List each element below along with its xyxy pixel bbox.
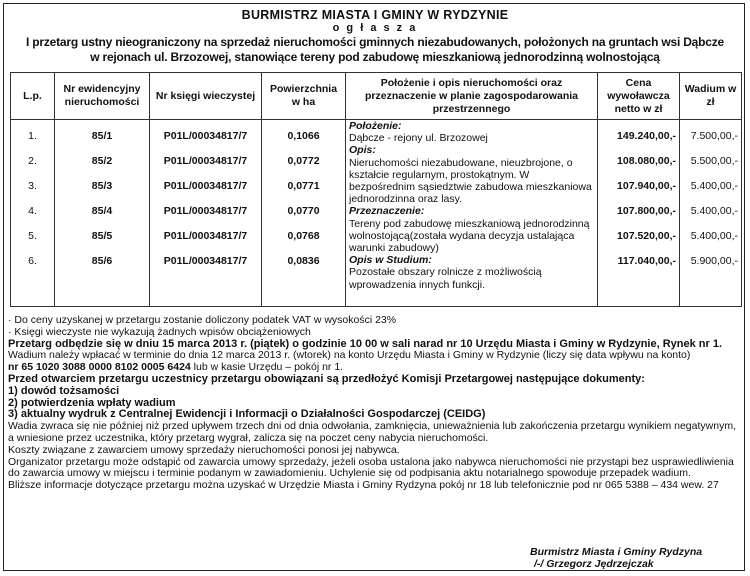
- property-table: [10, 72, 742, 307]
- header-powierzchnia: Powierzchnia w ha: [262, 73, 346, 120]
- ksiegi-note: · Księgi wieczyste nie wykazują żadnych wpisów obciążeniowych: [8, 325, 311, 338]
- document-item: 2) potwierdzenia wpłaty wadium: [8, 396, 176, 409]
- przeznaczenie-text: Tereny pod zabudowę mieszkaniową jednorodzinną wolnostojącą(została wydana decyzja ustalająca warunki zabudowy): [349, 217, 590, 255]
- cell-lp: 5.: [28, 230, 37, 242]
- cell-powierzchnia: 0,1066: [287, 130, 320, 142]
- cell-wadium: 5.400,00,-: [690, 205, 738, 217]
- opis-text: Nieruchomości niezabudowane, nieuzbrojone, o kształcie regularnym, prostokątnym. W bezpośrednim sąsiedztwie zabudowa mieszkaniowa jednorodzinna oraz lasy.: [349, 156, 592, 206]
- polozenie-label: Położenie:: [349, 120, 402, 132]
- opis-label: Opis:: [349, 144, 376, 157]
- cell-ksiega: P01L/00034817/7: [163, 230, 248, 242]
- cell-nr: 85/1: [91, 130, 113, 142]
- header-nr-ewidencyjny: Nr ewidencyjny nieruchomości: [55, 73, 150, 120]
- cell-lp: 6.: [28, 255, 37, 267]
- announces-label: o g ł a s z a: [332, 22, 418, 34]
- tender-subject-line2: w rejonach ul. Brzozowej, stanowiące tereny pod zabudowę mieszkaniową jednorodzinną wolnostojącą: [90, 50, 660, 64]
- cell-lp: 2.: [28, 155, 37, 167]
- cell-ksiega: P01L/00034817/7: [163, 155, 248, 167]
- cell-cena: 108.080,00,-: [617, 155, 676, 167]
- cell-powierzchnia: 0,0772: [287, 155, 320, 167]
- cell-powierzchnia: 0,0770: [287, 205, 320, 217]
- contact-info-note: Bliższe informacje dotyczące przetargu można uzyskać w Urzędzie Miasta i Gminy Rydzyna pokój nr 18 lub telefonicznie pod nr 065 5388 – 434 wew. 27: [8, 479, 719, 492]
- studium-text: Pozostałe obszary rolnicze z możliwością wprowadzenia innych funkcji.: [349, 266, 542, 291]
- cell-cena: 107.520,00,-: [617, 230, 676, 242]
- cell-cena: 107.800,00,-: [617, 205, 676, 217]
- cell-wadium: 5.400,00,-: [690, 180, 738, 192]
- cell-nr: 85/5: [91, 230, 113, 242]
- header-opis: Położenie i opis nieruchomości oraz przeznaczenie w planie zagospodarowania przestrzennego: [346, 73, 598, 120]
- announcement-notes: [8, 315, 743, 492]
- cell-lp: 3.: [28, 180, 37, 192]
- table-body: [11, 120, 742, 307]
- col-nr: [55, 120, 150, 307]
- cell-ksiega: P01L/00034817/7: [163, 255, 248, 267]
- header-lp: L.p.: [11, 73, 55, 120]
- cell-nr: 85/2: [91, 155, 113, 167]
- cell-ksiega: P01L/00034817/7: [163, 180, 248, 192]
- document-item: 1) dowód tożsamości: [8, 384, 120, 397]
- col-cena: [598, 120, 680, 307]
- cell-wadium: 5.500,00,-: [690, 155, 738, 167]
- cell-powierzchnia: 0,0836: [287, 255, 320, 267]
- table-header-row: [11, 73, 742, 120]
- cell-nr: 85/4: [91, 205, 113, 217]
- cell-lp: 4.: [28, 205, 37, 217]
- costs-note: Koszty związane z zawarciem umowy sprzedaży nieruchomości ponosi jej nabywca.: [8, 443, 400, 456]
- vat-note: · Do ceny uzyskanej w przetargu zostanie doliczony podatek VAT w wysokości 23%: [8, 314, 397, 326]
- header-cena: Cena wywoławcza netto w zł: [598, 73, 680, 120]
- cell-powierzchnia: 0,0771: [287, 180, 320, 192]
- cell-cena: 149.240,00,-: [617, 130, 676, 142]
- cell-ksiega: P01L/00034817/7: [163, 130, 248, 142]
- property-description: [346, 120, 598, 307]
- announcement-title: BURMISTRZ MIASTA I GMINY W RYDZYNIE: [241, 8, 509, 22]
- polozenie-text: Dąbcze - rejony ul. Brzozowej: [349, 132, 488, 145]
- cell-cena: 117.040,00,-: [617, 255, 676, 267]
- cell-wadium: 7.500,00,-: [690, 130, 738, 142]
- tender-subject-line1: I przetarg ustny nieograniczony na sprzedaż nieruchomości gminnych niezabudowanych, położonych na gruntach wsi Dąbcze: [25, 35, 725, 49]
- signature-name: /-/ Grzegorz Jędrzejczak: [534, 558, 654, 570]
- col-ksiega: [150, 120, 262, 307]
- header-ksiega: Nr księgi wieczystej: [150, 73, 262, 120]
- cell-ksiega: P01L/00034817/7: [163, 205, 248, 217]
- wadium-payment-note: Wadium należy wpłacać w terminie do dnia 12 marca 2013 r. (wtorek) na konto Urzędu Miasta i Gminy w Rydzynie (liczy się data wpływu na konto): [8, 349, 691, 362]
- col-powierzchnia: [262, 120, 346, 307]
- cell-nr: 85/6: [91, 255, 113, 267]
- signature-block: [530, 546, 702, 570]
- cell-wadium: 5.400,00,-: [690, 230, 738, 242]
- bank-account-number: nr 65 1020 3088 0000 8102 0005 6424: [8, 361, 191, 374]
- wadium-return-note: Wadia zwraca się nie później niż przed upływem trzech dni od dnia odwołania, zamknięcia, unieważnienia lub zakończenia przetargu wynikiem negatywnym, a wniesione przez uczestnika, który przetarg wygrał, zalicza się na poczet ceny nabycia nieruchomości.: [8, 420, 736, 444]
- cell-cena: 107.940,00,-: [617, 180, 676, 192]
- bank-account-tail: lub w kasie Urzędu – pokój nr 1.: [190, 361, 344, 374]
- cell-wadium: 5.900,00,-: [690, 255, 738, 267]
- cell-lp: 1.: [28, 130, 37, 142]
- col-wadium: [680, 120, 742, 307]
- cell-nr: 85/3: [91, 180, 113, 192]
- header-wadium: Wadium w zł: [680, 73, 742, 120]
- studium-label: Opis w Studium:: [349, 254, 432, 267]
- document-item: 3) aktualny wydruk z Centralnej Ewidencji i Informacji o Działalności Gospodarczej (CEIDG): [8, 408, 486, 421]
- col-lp: [11, 120, 55, 307]
- cell-powierzchnia: 0,0768: [287, 230, 320, 242]
- przeznaczenie-label: Przeznaczenie:: [349, 205, 425, 218]
- required-documents-heading: Przed otwarciem przetargu uczestnicy przetargu obowiązani są przedłożyć Komisji Przetargowej następujące dokumenty:: [8, 372, 645, 385]
- signature-title: Burmistrz Miasta i Gminy Rydzyna: [530, 546, 703, 558]
- auction-date-note: Przetarg odbędzie się w dniu 15 marca 2013 r. (piątek) o godzinie 10 00 w sali narad nr 10 Urzędu Miasta i Gminy w Rydzynie, Rynek nr 1.: [8, 337, 723, 350]
- withdrawal-note: Organizator przetargu może odstąpić od zawarcia umowy sprzedaży, jeżeli osoba ustalona jako nabywca nieruchomości nie przystąpi bez usprawiedliwienia do zawarcia umowy w miejscu i terminie podanym w zawiadomieniu. Uchylenie się od podpisania aktu notarialnego spowoduje przepadek wadium.: [8, 455, 734, 480]
